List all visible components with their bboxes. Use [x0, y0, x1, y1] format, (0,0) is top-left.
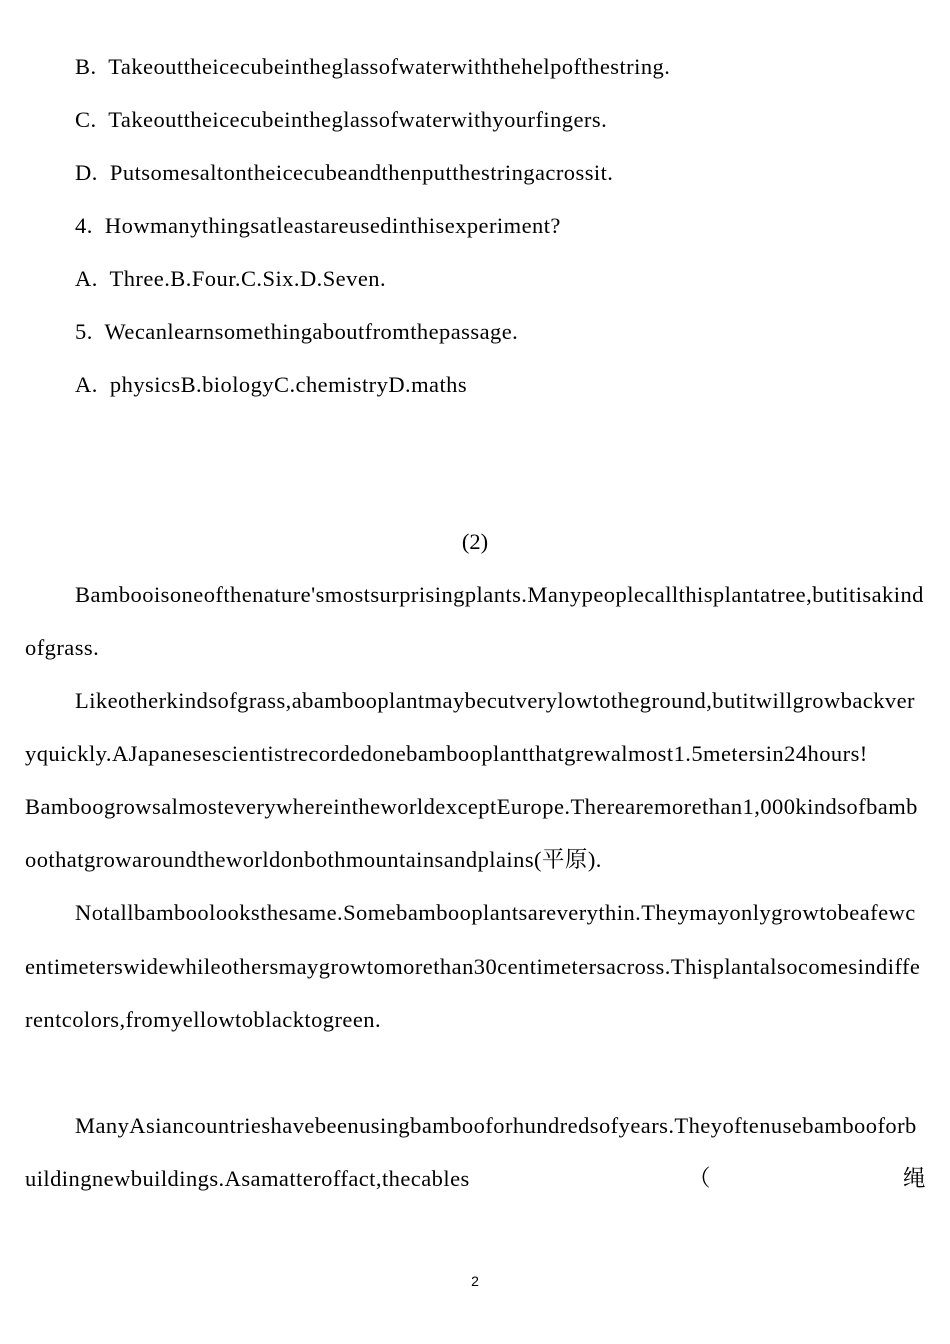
question-5-stem: 5. Wecanlearnsomethingaboutfromthepassage.	[75, 319, 519, 344]
paragraph-4-line-2-char: 绳	[903, 1166, 926, 1191]
paragraph-2-line-4: oothatgrowaroundtheworldonbothmountainsandplains(平原).	[25, 847, 602, 872]
paragraph-3-line-1: Notallbamboolooksthesame.Somebambooplantsareverythin.Theymayonlygrowtobeafewc	[75, 900, 916, 925]
option-c: C. Takeouttheicecubeintheglassofwaterwithyourfingers.	[75, 107, 608, 132]
paragraph-4-line-2: uildingnewbuildings.Asamatteroffact,thecables	[25, 1166, 470, 1191]
question-4-options: A. Three.B.Four.C.Six.D.Seven.	[75, 266, 387, 291]
paragraph-2-line-2: yquickly.AJapanesescientistrecordedonebambooplantthatgrewalmost1.5metersin24hours!	[25, 741, 868, 766]
paragraph-3-line-3: rentcolors,fromyellowtoblacktogreen.	[25, 1007, 382, 1032]
question-4-stem: 4. Howmanythingsatleastareusedinthisexperiment?	[75, 213, 561, 238]
paragraph-4-line-1: ManyAsiancountrieshavebeenusingbambooforhundredsofyears.Theyoftenusebambooforb	[75, 1113, 917, 1138]
paragraph-3-line-2: entimeterswidewhileothersmaygrowtomorethan30centimetersacross.Thisplantalsocomesindiffe	[25, 954, 921, 979]
paragraph-1-line-2: ofgrass.	[25, 635, 100, 660]
section-label: (2)	[461, 529, 489, 554]
paragraph-4-line-2-paren: （	[688, 1166, 711, 1191]
option-d: D. Putsomesaltontheicecubeandthenputthestringacrossit.	[75, 160, 614, 185]
paragraph-2-line-1: Likeotherkindsofgrass,abambooplantmaybecutverylowtotheground,butitwillgrowbackver	[75, 688, 915, 713]
option-b: B. Takeouttheicecubeintheglassofwaterwiththehelpofthestring.	[75, 54, 671, 79]
question-5-options: A. physicsB.biologyC.chemistryD.maths	[75, 372, 468, 397]
page-number: 2	[471, 1273, 479, 1289]
paragraph-2-line-3: BamboogrowsalmosteverywhereintheworldexceptEurope.Therearemorethan1,000kindsofbamb	[25, 794, 918, 819]
paragraph-1-line-1: Bambooisoneofthenature'smostsurprisingplants.Manypeoplecallthisplantatree,butitisakind	[75, 582, 924, 607]
